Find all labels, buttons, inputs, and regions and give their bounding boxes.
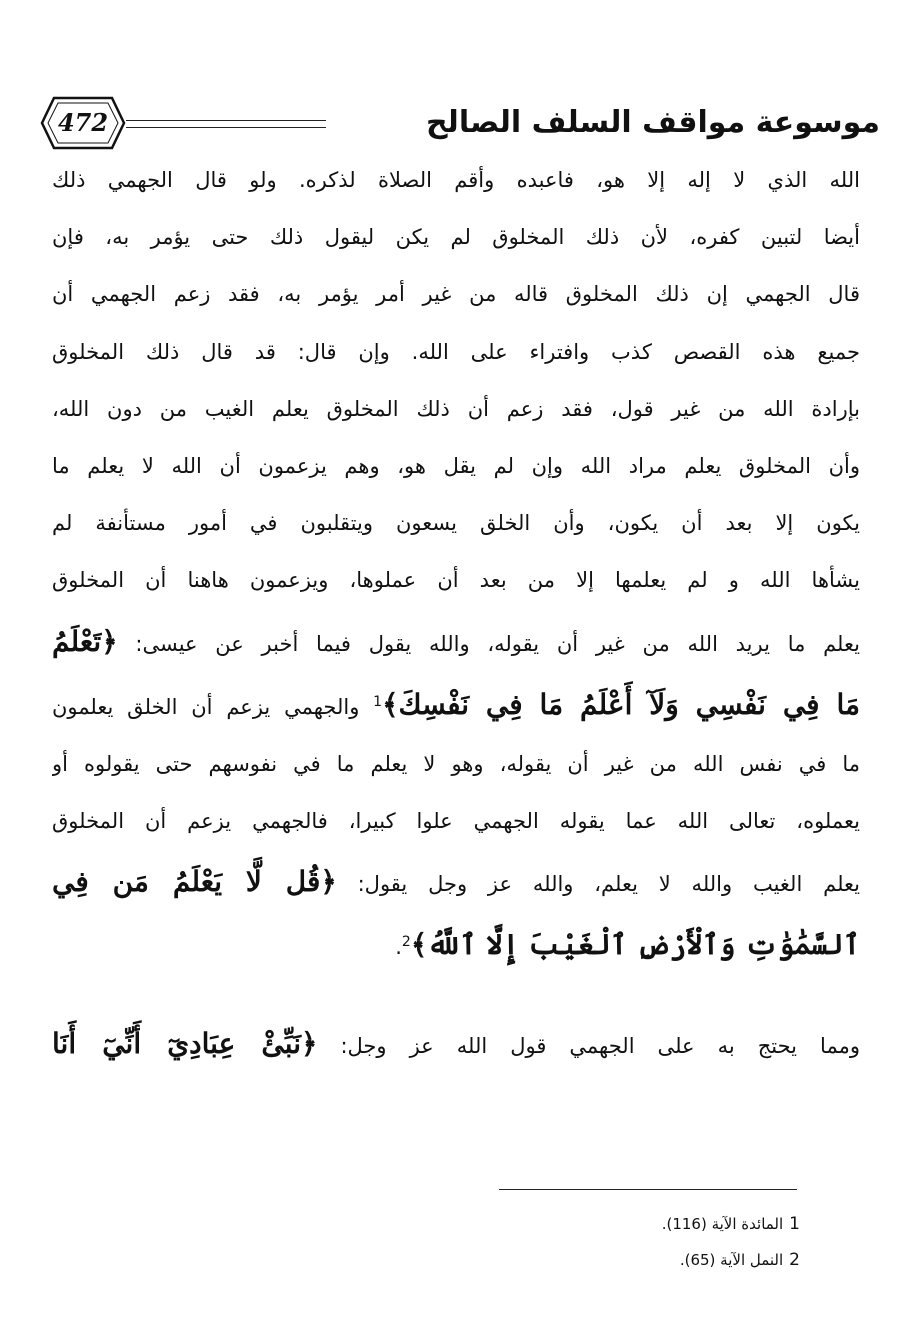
book-title: موسوعة مواقف السلف الصالح [425,105,880,140]
text-line-4: جميع هذه القصص كذب وافتراء على الله. وإن قال: قد قال ذلك المخلوق [52,339,860,364]
header-divider [126,120,326,128]
line14-end: . [395,934,402,959]
text-line-15 [52,1012,860,1075]
footnote-number: 1 [789,1214,800,1234]
quran-verse: ﴿تَعْلَمُ [52,624,118,658]
text-line-12: يعملوه، تعالى الله عما يقوله الجهمي علوا كبيرا، فالجهمي يزعم أن المخلوق [52,808,860,833]
text-line-2: أيضا لتبين كفره، لأن ذلك المخلوق لم يكن ليقول ذلك حتى يؤمر به، فإن [52,225,860,250]
main-text [52,152,860,1075]
footnote-text: المائدة الآية (116). [661,1215,784,1233]
footnote-2 [500,1242,800,1278]
quran-verse: مَا فِي نَفْسِي وَلَآ أَعْلَمُ مَا فِي نَفْسِكَ﴾ [382,687,860,721]
paragraph-gap [52,976,860,1012]
line13-text: يعلم الغيب والله لا يعلم، والله عز وجل يقول: [357,871,860,896]
quran-verse: ﴿قُل لَّا يَعْلَمُ مَن فِي [52,864,337,898]
footnote-ref-2: 2 [401,933,411,950]
text-line-7: يكون إلا بعد أن يكون، وأن الخلق يسعون ويتقلبون في أمور مستأنفة لم [52,511,860,536]
quran-verse: ﴿نَبِّئْ عِبَادِيٓ أَنِّيٓ أَنَا [52,1026,318,1060]
footnote-1 [500,1206,800,1242]
text-line-11: ما في نفس الله من غير أن يقوله، وهو لا يعلم ما في نفوسهم حتى يقولوه أو [52,751,860,776]
quran-verse: ٱلسَّمَٰوَٰتِ وَٱلْأَرْضِ ٱلْغَيْبَ إِلَّا ٱللَّهُ﴾ [410,927,860,961]
text-line-6: وأن المخلوق يعلم مراد الله وإن لم يقل هو، وهم يزعمون أن الله لا يعلم ما [52,453,860,478]
page-number: 472 [57,108,109,137]
text-line-10 [52,673,860,736]
footnotes [500,1206,800,1278]
text-line-1: الله الذي لا إله إلا هو، فاعبده وأقم الصلاة لذكره. ولو قال الجهمي ذلك [52,168,860,192]
page-header [40,92,880,156]
text-line-9 [52,610,860,673]
footnote-number: 2 [789,1250,800,1270]
text-line-3: قال الجهمي إن ذلك المخلوق قاله من غير أمر يؤمر به، فقد زعم الجهمي أن [52,282,860,307]
footnote-divider [499,1189,797,1190]
page-number-badge [40,96,126,150]
footnote-ref-1: 1 [373,693,383,710]
line10-text: والجهمي يزعم أن الخلق يعلمون [52,694,360,719]
text-line-13 [52,850,860,913]
line9-text: يعلم ما يريد الله من غير أن يقوله، والله يقول فيما أخبر عن عيسى: [135,631,860,656]
text-line-14 [52,913,860,976]
text-line-8: يشأها الله و لم يعلمها إلا من بعد أن عملوها، ويزعمون هاهنا أن المخلوق [52,568,860,593]
footnote-text: النمل الآية (65). [679,1251,784,1269]
text-line-5: بإرادة الله من غير قول، فقد زعم أن ذلك المخلوق يعلم الغيب من دون الله، [52,396,860,421]
line15-text: ومما يحتج به على الجهمي قول الله عز وجل: [340,1033,860,1058]
